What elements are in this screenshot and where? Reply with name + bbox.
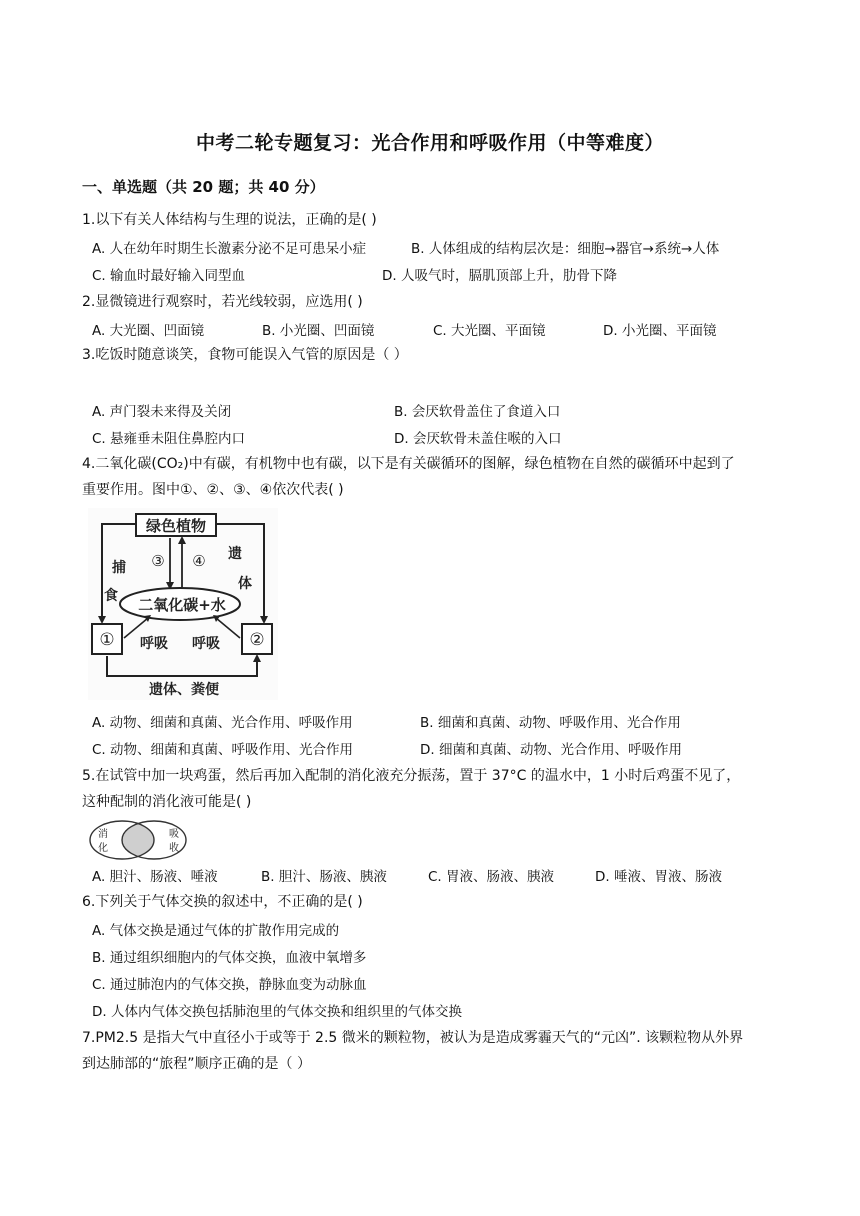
venn-label-right-1: 吸 (169, 829, 179, 840)
label-respiration-right: 呼吸 (192, 636, 220, 652)
q6-option-a[interactable]: A. 气体交换是通过气体的扩散作用完成的 (92, 923, 340, 939)
q4-option-b[interactable]: B. 细菌和真菌、动物、呼吸作用、光合作用 (420, 715, 681, 731)
q1-option-b[interactable]: B. 人体组成的结构层次是：细胞→器官→系统→人体 (411, 241, 720, 257)
label-4: ④ (192, 552, 206, 570)
q2-option-b[interactable]: B. 小光圈、凹面镜 (262, 323, 375, 339)
q4-option-a[interactable]: A. 动物、细菌和真菌、光合作用、呼吸作用 (92, 715, 353, 731)
q4-option-d[interactable]: D. 细菌和真菌、动物、光合作用、呼吸作用 (420, 742, 682, 758)
q3-option-a[interactable]: A. 声门裂未来得及关闭 (92, 404, 232, 420)
label-remains-1: 遗 (228, 546, 242, 562)
question-7-stem-line2: 到达肺部的“旅程”顺序正确的是（ ） (82, 1056, 311, 1072)
page-title: 中考二轮专题复习：光合作用和呼吸作用（中等难度） (195, 132, 664, 154)
label-1: ① (99, 630, 115, 650)
question-5-stem-line1: 5.在试管中加一块鸡蛋，然后再加入配制的消化液充分振荡，置于 37°C 的温水中，1 小时后鸡蛋不见了， (82, 768, 741, 784)
label-prey-1: 捕 (112, 560, 126, 576)
q3-option-b[interactable]: B. 会厌软骨盖住了食道入口 (394, 404, 561, 420)
venn-label-left-1: 消 (98, 829, 108, 840)
q5-option-d[interactable]: D. 唾液、胃液、肠液 (595, 869, 722, 885)
q3-option-c[interactable]: C. 悬雍垂未阻住鼻腔内口 (92, 431, 246, 447)
q2-option-d[interactable]: D. 小光圈、平面镜 (603, 323, 717, 339)
question-3-stem: 3.吃饭时随意谈笑，食物可能误入气管的原因是（ ） (82, 347, 408, 363)
q6-option-b[interactable]: B. 通过组织细胞内的气体交换，血液中氧增多 (92, 950, 367, 966)
label-2: ② (249, 630, 265, 650)
plant-label: 绿色植物 (145, 517, 207, 535)
venn-label-left-2: 化 (98, 843, 108, 854)
venn-diagram (88, 818, 192, 862)
question-1-stem: 1.以下有关人体结构与生理的说法，正确的是( ) (82, 212, 377, 228)
question-4-stem-line1: 4.二氧化碳(CO₂)中有碳，有机物中也有碳，以下是有关碳循环的图解，绿色植物在自然的碳循环中起到了 (82, 456, 735, 472)
venn-label-right-2: 收 (169, 843, 179, 854)
q6-option-c[interactable]: C. 通过肺泡内的气体交换，静脉血变为动脉血 (92, 977, 367, 993)
question-2-stem: 2.显微镜进行观察时，若光线较弱，应选用( ) (82, 294, 363, 310)
q1-option-c[interactable]: C. 输血时最好输入同型血 (92, 268, 246, 284)
q5-option-b[interactable]: B. 胆汁、肠液、胰液 (261, 869, 387, 885)
carbon-cycle-diagram (88, 508, 278, 700)
q6-option-d[interactable]: D. 人体内气体交换包括肺泡里的气体交换和组织里的气体交换 (92, 1004, 462, 1020)
label-prey-2: 食 (104, 588, 118, 604)
section-heading: 一、单选题（共 20 题；共 40 分） (82, 178, 325, 196)
q1-option-a[interactable]: A. 人在幼年时期生长激素分泌不足可患呆小症 (92, 241, 367, 257)
q2-option-c[interactable]: C. 大光圈、平面镜 (433, 323, 546, 339)
question-4-stem-line2: 重要作用。图中①、②、③、④依次代表( ) (82, 482, 344, 498)
question-6-stem: 6.下列关于气体交换的叙述中，不正确的是( ) (82, 894, 363, 910)
label-remains-feces: 遗体、粪便 (149, 682, 219, 698)
label-3: ③ (151, 552, 165, 570)
q5-option-c[interactable]: C. 胃液、肠液、胰液 (428, 869, 555, 885)
label-remains-2: 体 (238, 576, 252, 592)
q2-option-a[interactable]: A. 大光圈、凹面镜 (92, 323, 205, 339)
label-respiration-left: 呼吸 (140, 636, 168, 652)
q1-option-d[interactable]: D. 人吸气时，膈肌顶部上升，肋骨下降 (382, 268, 617, 284)
q5-option-a[interactable]: A. 胆汁、肠液、唾液 (92, 869, 218, 885)
q4-option-c[interactable]: C. 动物、细菌和真菌、呼吸作用、光合作用 (92, 742, 354, 758)
q3-option-d[interactable]: D. 会厌软骨未盖住喉的入口 (394, 431, 562, 447)
co2-label: 二氧化碳+水 (138, 596, 226, 614)
question-5-stem-line2: 这种配制的消化液可能是( ) (82, 794, 252, 810)
question-7-stem-line1: 7.PM2.5 是指大气中直径小于或等于 2.5 微米的颗粒物，被认为是造成雾霾天气的“元凶”. 该颗粒物从外界 (82, 1030, 744, 1046)
